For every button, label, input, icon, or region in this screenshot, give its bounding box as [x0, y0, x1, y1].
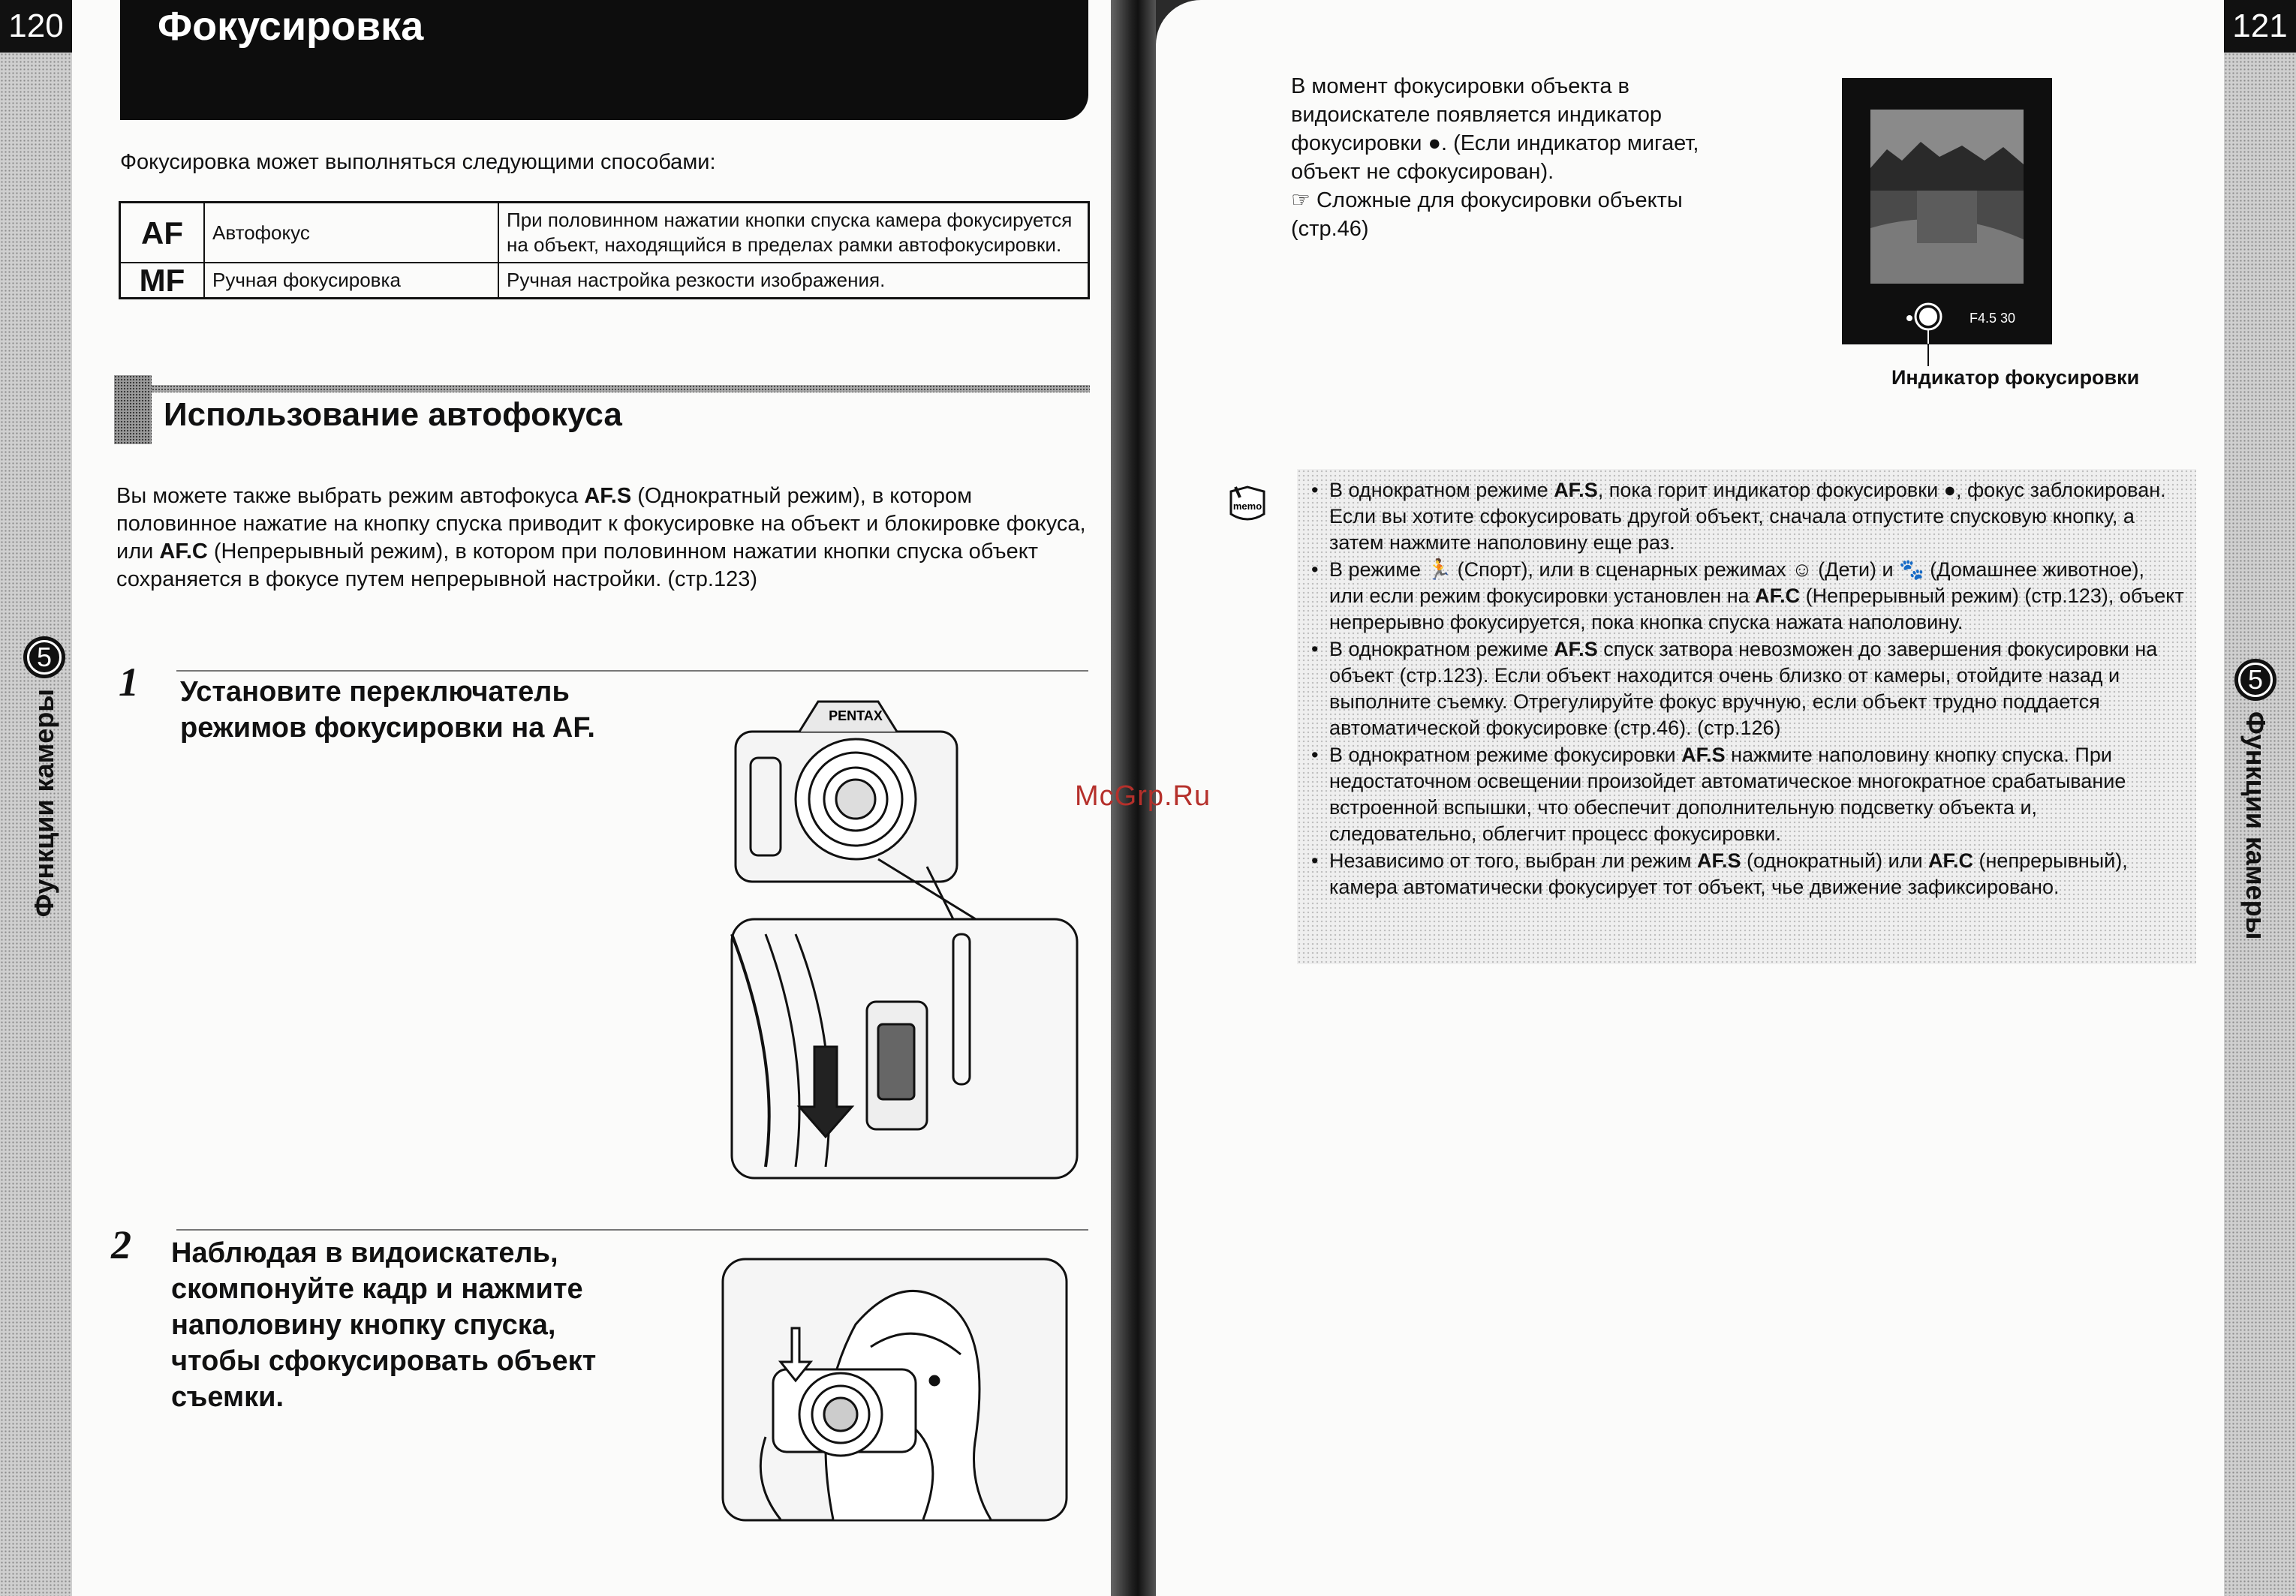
step-number: 1 — [119, 660, 139, 705]
camera-brand: PENTAX — [829, 708, 883, 723]
step-number: 2 — [111, 1222, 131, 1267]
mode-keyword: AF.S — [1696, 849, 1741, 872]
table-row — [120, 263, 1089, 299]
section-body — [116, 482, 1092, 594]
page-number-right: 121 — [2224, 0, 2296, 53]
title-bar — [120, 0, 1088, 120]
viewfinder-status: F4.5 30 — [1970, 311, 2016, 326]
step-line: наполовину кнопку спуска, — [171, 1309, 556, 1341]
list-item — [1310, 557, 2184, 636]
chapter-number — [23, 636, 65, 678]
memo-text: Независимо от того, выбран ли режим — [1329, 849, 1697, 872]
memo-text: нажмите наполовину кнопку спуска. При недостаточном освещении произойдет автоматическое многократное срабатывание встроенной вспышки, что обеспечит дополнительную подсветку объекта и, следовательно, облегчит процесс фокусировки. — [1329, 744, 2126, 845]
mode-keyword: AF.S — [584, 484, 632, 508]
memo-icon — [1225, 484, 1270, 526]
mode-keyword: AF.C — [1755, 585, 1801, 607]
step-line: Установите переключатель — [180, 676, 570, 708]
intro-line: объект не сфокусирован). — [1291, 160, 1554, 184]
section-title: Использование автофокуса — [164, 396, 622, 433]
chapter-number — [2234, 659, 2276, 701]
step-text — [171, 1235, 596, 1415]
step-divider — [176, 1229, 1088, 1231]
left-page — [0, 0, 1111, 1596]
step-line: режимов фокусировки на AF. — [180, 712, 595, 744]
memo-text: (непрерывный), камера автоматически фокусирует тот объект, чье движение зафиксировано. — [1329, 849, 2128, 898]
memo-text: В однократном режиме фокусировки — [1329, 744, 1682, 766]
step-divider — [176, 670, 1088, 672]
memo-list — [1310, 477, 2184, 901]
intro-line: В момент фокусировки объекта в — [1291, 74, 1629, 98]
memo-text: В режиме 🏃 (Спорт), или в сценарных режимах ☺ (Дети) и 🐾 (Домашнее животное), или если режим фокусировки установлен на — [1329, 558, 2144, 607]
memo-text: , пока горит индикатор фокусировки ●, фокус заблокирован. Если вы хотите сфокусировать другой объект, сначала отпустите спусковую кнопку, а затем нажмите наполовину еще раз. — [1329, 479, 2166, 554]
intro-line: фокусировки ●. (Если индикатор мигает, — [1291, 131, 1699, 155]
chapter-side-tab — [18, 636, 71, 917]
photographer-illustration — [721, 1257, 1070, 1523]
mode-keyword: AF.S — [1554, 638, 1598, 660]
list-item — [1310, 742, 2184, 847]
mode-keyword: AF.S — [1554, 479, 1598, 501]
intro-line: видоискателе появляется индикатор — [1291, 103, 1663, 127]
viewfinder-image — [1842, 78, 2052, 344]
camera-switch-illustration — [728, 687, 1081, 1182]
section-marker — [114, 375, 152, 444]
mode-name: Автофокус — [204, 203, 498, 263]
intro-text: Фокусировка может выполняться следующими способами: — [120, 150, 716, 174]
chapter-label: Функции камеры — [2240, 711, 2271, 940]
watermark: McGrp.Ru — [1075, 780, 1211, 812]
list-item — [1310, 636, 2184, 741]
mode-name: Ручная фокусировка — [204, 263, 498, 299]
page-number-left: 120 — [0, 0, 72, 53]
section-divider — [119, 385, 1090, 392]
list-item — [1310, 477, 2184, 556]
step-line: съемки. — [171, 1381, 284, 1413]
memo-text: спуск затвора невозможен до завершения фокусировки на объект (стр.123). Если объект находится очень близко от камеры, отойдите назад и выполните съемку. Отрегулируйте фокус вручную, если объект трудно поддается автоматической фокусировке (стр.46). (стр.126) — [1329, 638, 2158, 739]
mode-code: AF — [120, 203, 205, 263]
viewfinder-intro — [1291, 72, 1816, 243]
caption-leader-line — [1927, 344, 1929, 366]
body-text: Вы можете также выбрать режим автофокуса — [116, 484, 585, 508]
list-item — [1310, 848, 2184, 900]
step-text — [180, 674, 595, 746]
body-text: (Однократный режим), в котором половинное нажатие на кнопку спуска приводит к фокусировке на объект и блокировке фокуса, или — [116, 484, 1086, 564]
mode-keyword: AF.C — [159, 540, 208, 564]
mode-description: Ручная настройка резкости изображения. — [498, 263, 1089, 299]
step-line: чтобы сфокусировать объект — [171, 1345, 597, 1377]
chapter-label: Функции камеры — [29, 689, 59, 918]
intro-line: (стр.46) — [1291, 217, 1369, 241]
page-title: Фокусировка — [158, 4, 424, 49]
chapter-number-text: 5 — [2238, 663, 2273, 697]
mode-keyword: AF.S — [1681, 744, 1726, 766]
chapter-number-text: 5 — [27, 640, 62, 675]
chapter-side-tab — [2225, 659, 2285, 939]
memo-text: В однократном режиме — [1329, 479, 1554, 501]
mode-code: MF — [120, 263, 205, 299]
memo-text: (Непрерывный режим) (стр.123), объект непрерывно фокусируется, пока кнопка спуска нажата наполовину. — [1329, 585, 2184, 633]
memo-text: (однократный) или — [1741, 849, 1929, 872]
mode-keyword: AF.C — [1928, 849, 1974, 872]
body-text: (Непрерывный режим), в котором при половинном нажатии кнопки спуска объект сохраняется в фокусе путем непрерывной настройки. (стр.123) — [116, 540, 1039, 591]
mode-description: При половинном нажатии кнопки спуска камера фокусируется на объект, находящийся в пределах рамки автофокусировки. — [498, 203, 1089, 263]
focus-modes-table — [119, 201, 1090, 299]
memo-label: memo — [1232, 500, 1262, 512]
viewfinder-caption: Индикатор фокусировки — [1891, 366, 2140, 389]
intro-line: ☞ Сложные для фокусировки объекты — [1291, 188, 1683, 212]
step-line: скомпонуйте кадр и нажмите — [171, 1273, 583, 1305]
memo-text: В однократном режиме — [1329, 638, 1554, 660]
table-row — [120, 203, 1089, 263]
step-line: Наблюдая в видоискатель, — [171, 1237, 558, 1269]
